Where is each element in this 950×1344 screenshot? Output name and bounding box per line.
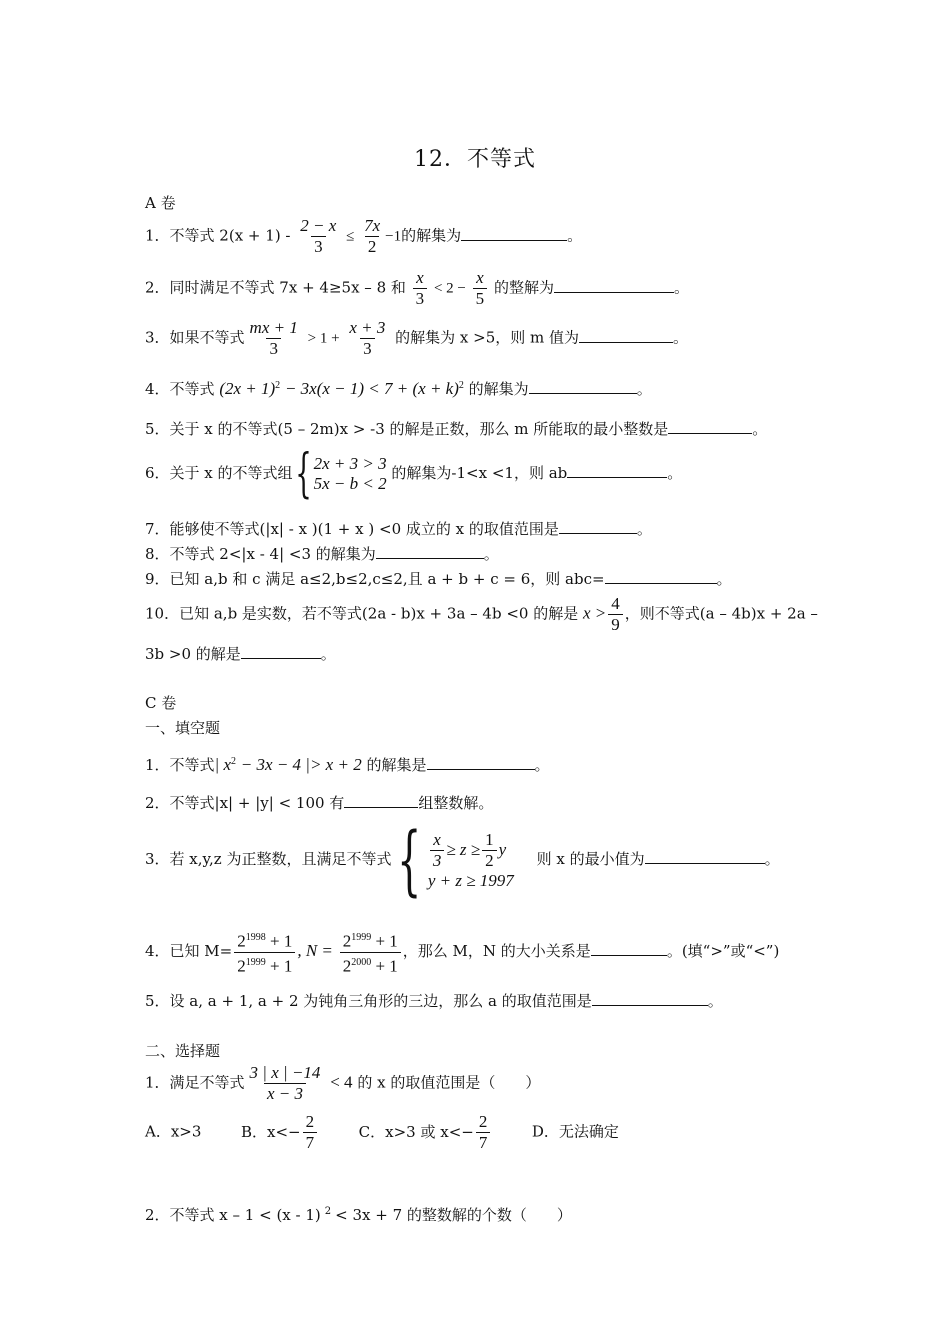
answer-blank[interactable] [529, 379, 637, 394]
question-a9: 9．已知 a,b 和 c 满足 a≤2,b≤2,c≤2,且 a + b + c = 6，则 abc= 。 [145, 570, 732, 588]
fraction: $\frac{2 - x}{3}$ [300, 216, 337, 256]
question-a3: 3．如果不等式 $\frac{mx + 1}{3}$ > 1 + $\frac{x + 3}{3}$ 的解集为 x >5，则 m 值为 。 [145, 318, 689, 358]
part-fill-heading: 一、填空题 [145, 719, 221, 737]
question-a6: 6．关于 x 的不等式组 { 2x + 3 > 3 5x − b < 2 的解集为-1<x <1，则 ab 。 [145, 444, 683, 504]
answer-blank[interactable] [668, 419, 752, 434]
question-c4: 4．已知 M= $\frac{2^{1998} + 1}{2^{1999} + 1}$ , N = $\frac{2^{1999} + 1}{2^{2000} + 1}$ ，那么 M，N 的大小关系是 。(填“>”或“<”) [145, 928, 779, 976]
fraction: $\frac{7x}{2}$ [364, 216, 381, 256]
answer-blank[interactable] [605, 569, 717, 584]
fraction: $\frac{2^{1999} + 1}{2^{2000} + 1}$ [340, 928, 401, 976]
answer-blank[interactable] [376, 544, 484, 559]
option-b[interactable]: B．x<− $\frac{2}{7}$ [241, 1123, 319, 1141]
fraction: $\frac{3 | x | -14}{x - 3}$ [249, 1063, 321, 1103]
option-c[interactable]: C．x>3 或 x<− $\frac{2}{7}$ [359, 1123, 493, 1141]
answer-blank[interactable] [567, 463, 667, 478]
question-c1: 1．不等式| $x^2 - 3x - 4$ |> x + 2 的解集是 。 [145, 755, 550, 774]
question-a10: 10．已知 a,b 是实数，若不等式(2a - b)x + 3a – 4b <0 的解是 x > $\frac{4}{9}$ ，则不等式(a – 4b)x + 2a – [145, 594, 818, 634]
question-a1: 1．不等式 2(x + 1) - $\frac{2 - x}{3}$ ≤ $\frac{7x}{2}$ −1的解集为 。 [145, 216, 583, 256]
question-s2: 2．不等式 x – 1 < (x - 1) $^2$ < 3x + 7 的整数解的个数（ ） [145, 1206, 572, 1224]
answer-blank[interactable] [241, 644, 321, 659]
page-title: 12．不等式 [414, 147, 536, 172]
question-c5: 5．设 a, a + 1, a + 2 为钝角三角形的三边，那么 a 的取值范围是 。 [145, 992, 723, 1010]
option-d[interactable]: D．无法确定 [531, 1122, 619, 1141]
answer-blank[interactable] [559, 519, 637, 534]
question-a5: 5．关于 x 的不等式(5 – 2m)x > -3 的解是正数，那么 m 所能取的最小整数是 。 [145, 420, 768, 438]
fraction: $\frac{4}{9}$ [608, 594, 623, 635]
answer-blank[interactable] [344, 793, 418, 808]
answer-blank[interactable] [591, 941, 667, 956]
section-c-heading: C 卷 [145, 694, 177, 712]
question-a8: 8．不等式 2<|x - 4| <3 的解集为 。 [145, 545, 499, 563]
answer-blank[interactable] [554, 278, 674, 293]
answer-blank[interactable] [579, 328, 673, 343]
fraction: $\frac{x + 3}{3}$ [349, 318, 386, 358]
inequality-system: { $\frac{x}{3}$ ≥ z ≥ $\frac{1}{2}$ y y + z ≥ 1997 [397, 815, 514, 904]
question-c2: 2．不等式|x| + |y| < 100 有 组整数解。 [145, 794, 494, 812]
fraction: $\frac{2^{1998} + 1}{2^{1999} + 1}$ [234, 928, 295, 976]
answer-blank[interactable] [592, 991, 708, 1006]
question-a4: 4．不等式 $(2x + 1)^2 - 3x(x - 1) < 7 + (x + k)^2$ 的解集为 。 [145, 379, 652, 398]
part-choice-heading: 二、选择题 [145, 1042, 221, 1060]
question-s1: 1．满足不等式 $\frac{3 | x | -14}{x - 3}$ < 4 的 x 的取值范围是（ ） [145, 1063, 541, 1103]
fraction: $\frac{x}{3}$ [413, 268, 428, 309]
section-a-heading: A 卷 [145, 194, 176, 212]
question-a7: 7．能够使不等式(|x| - x )(1 + x ) <0 成立的 x 的取值范围是 。 [145, 520, 652, 538]
question-c3: 3．若 x,y,z 为正整数，且满足不等式 { $\frac{x}{3}$ ≥ z ≥ $\frac{1}{2}$ y y + z ≥ 1997 则 x 的最小值为 。 [145, 815, 780, 904]
fraction: $\frac{mx + 1}{3}$ [249, 318, 298, 358]
option-a[interactable]: A．x>3 [145, 1122, 202, 1141]
inequality-system: { 2x + 3 > 3 5x − b < 2 [294, 444, 387, 504]
question-s1-options [145, 1112, 619, 1153]
answer-blank[interactable] [461, 226, 567, 241]
answer-blank[interactable] [645, 849, 765, 864]
fraction: $\frac{x}{5}$ [473, 268, 488, 309]
question-a10-continued: 3b >0 的解是 。 [145, 645, 336, 663]
answer-blank[interactable] [427, 755, 535, 770]
question-a2: 2．同时满足不等式 7x + 4≥5x – 8 和 $\frac{x}{3}$ < 2 − $\frac{x}{5}$ 的整解为 。 [145, 268, 689, 308]
